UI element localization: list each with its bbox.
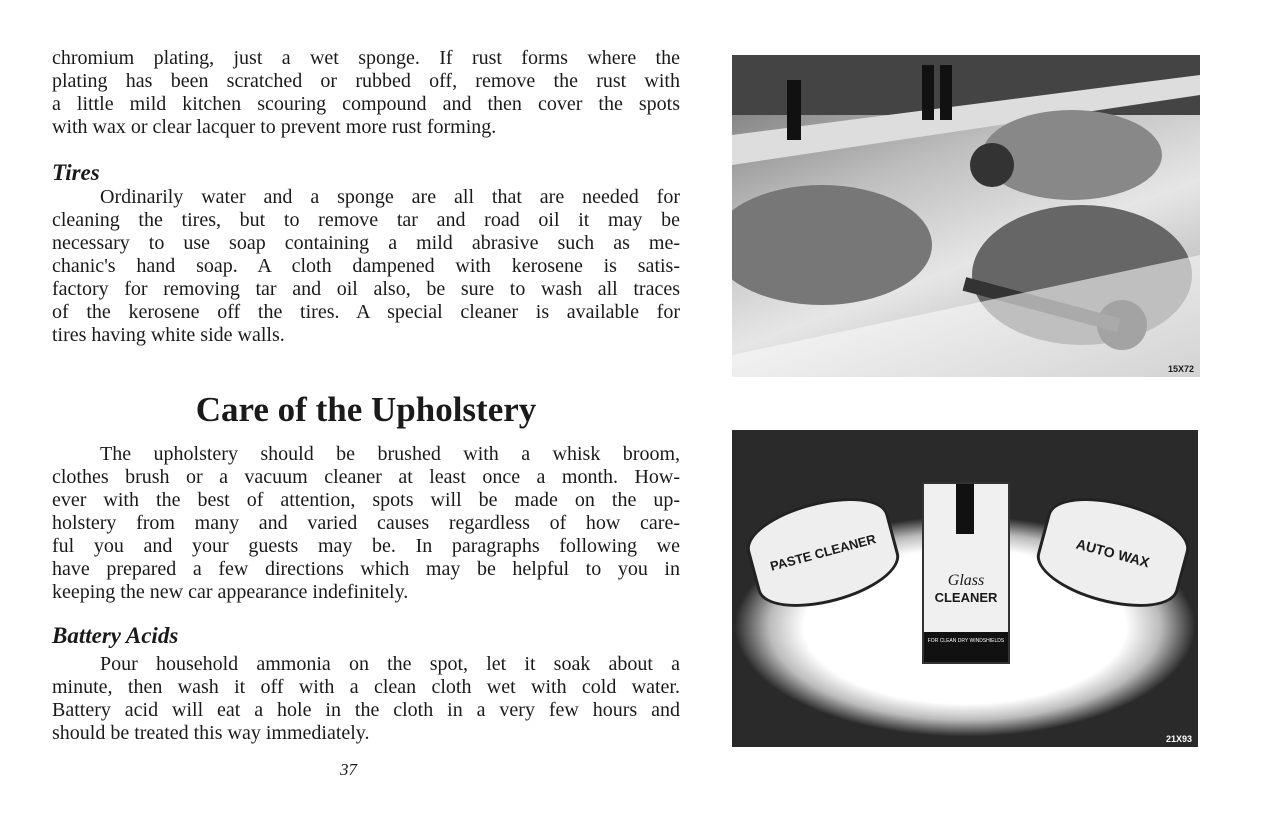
- paragraph-battery-acids: [52, 653, 680, 745]
- text-line: Ordinarily water and a sponge are all that are needed for: [100, 186, 680, 208]
- text-line: have prepared a few directions which may be helpful to you in: [52, 558, 680, 580]
- text-line: cleaning the tires, but to remove tar and road oil it may be: [52, 209, 680, 231]
- text-line: with wax or clear lacquer to prevent more rust forming.: [52, 116, 497, 138]
- paste-cleaner-can: PASTE CLEANER: [739, 485, 906, 620]
- text-line: should be treated this way immediately.: [52, 722, 370, 744]
- text-line: tires having white side walls.: [52, 324, 285, 346]
- text-line: clothes brush or a vacuum cleaner at least once a month. How-: [52, 466, 680, 488]
- auto-wax-can: AUTO WAX: [1029, 485, 1196, 620]
- section-title-upholstery: Care of the Upholstery: [195, 390, 537, 429]
- photo-cleaning-products: [732, 430, 1198, 747]
- glass-cleaner-can: Glass CLEANER FOR CLEAN DRY WINDSHIELDS: [922, 482, 1010, 664]
- figure-label: 15X72: [1167, 364, 1194, 374]
- text-line: necessary to use soap containing a mild abrasive such as me-: [52, 232, 680, 254]
- heading-tires: Tires: [52, 160, 100, 185]
- heading-battery-acids: Battery Acids: [52, 623, 179, 648]
- text-line: Pour household ammonia on the spot, let it soak about a: [100, 653, 680, 675]
- cars-illustration: [732, 55, 1200, 377]
- text-line: ful you and your guests may be. In paragraphs following we: [52, 535, 680, 557]
- text-line: plating has been scratched or rubbed off, remove the rust with: [52, 70, 680, 92]
- text-line: The upholstery should be brushed with a whisk broom,: [100, 443, 680, 465]
- text-line: chanic's hand soap. A cloth dampened with kerosene is satis-: [52, 255, 680, 277]
- text-line: ever with the best of attention, spots will be made on the up-: [52, 489, 680, 511]
- text-line: minute, then wash it off with a clean cloth wet with cold water.: [52, 676, 680, 698]
- text-line: factory for removing tar and oil also, be sure to wash all traces: [52, 278, 680, 300]
- text-line: holstery from many and varied causes regardless of how care-: [52, 512, 680, 534]
- text-line: a little mild kitchen scouring compound and then cover the spots: [52, 93, 680, 115]
- paragraph-tires: [52, 186, 680, 347]
- illustration-cars-in-snow: [732, 55, 1200, 377]
- text-line: chromium plating, just a wet sponge. If rust forms where the: [52, 47, 680, 69]
- figure-label: 21X93: [1165, 734, 1192, 744]
- text-line: Battery acid will eat a hole in the cloth in a very few hours and: [52, 699, 680, 721]
- text-line: keeping the new car appearance indefinitely.: [52, 581, 409, 603]
- text-line: of the kerosene off the tires. A special cleaner is available for: [52, 301, 680, 323]
- page-number: 37: [340, 760, 357, 779]
- paragraph-chromium: [52, 47, 680, 139]
- paragraph-upholstery: [52, 443, 680, 604]
